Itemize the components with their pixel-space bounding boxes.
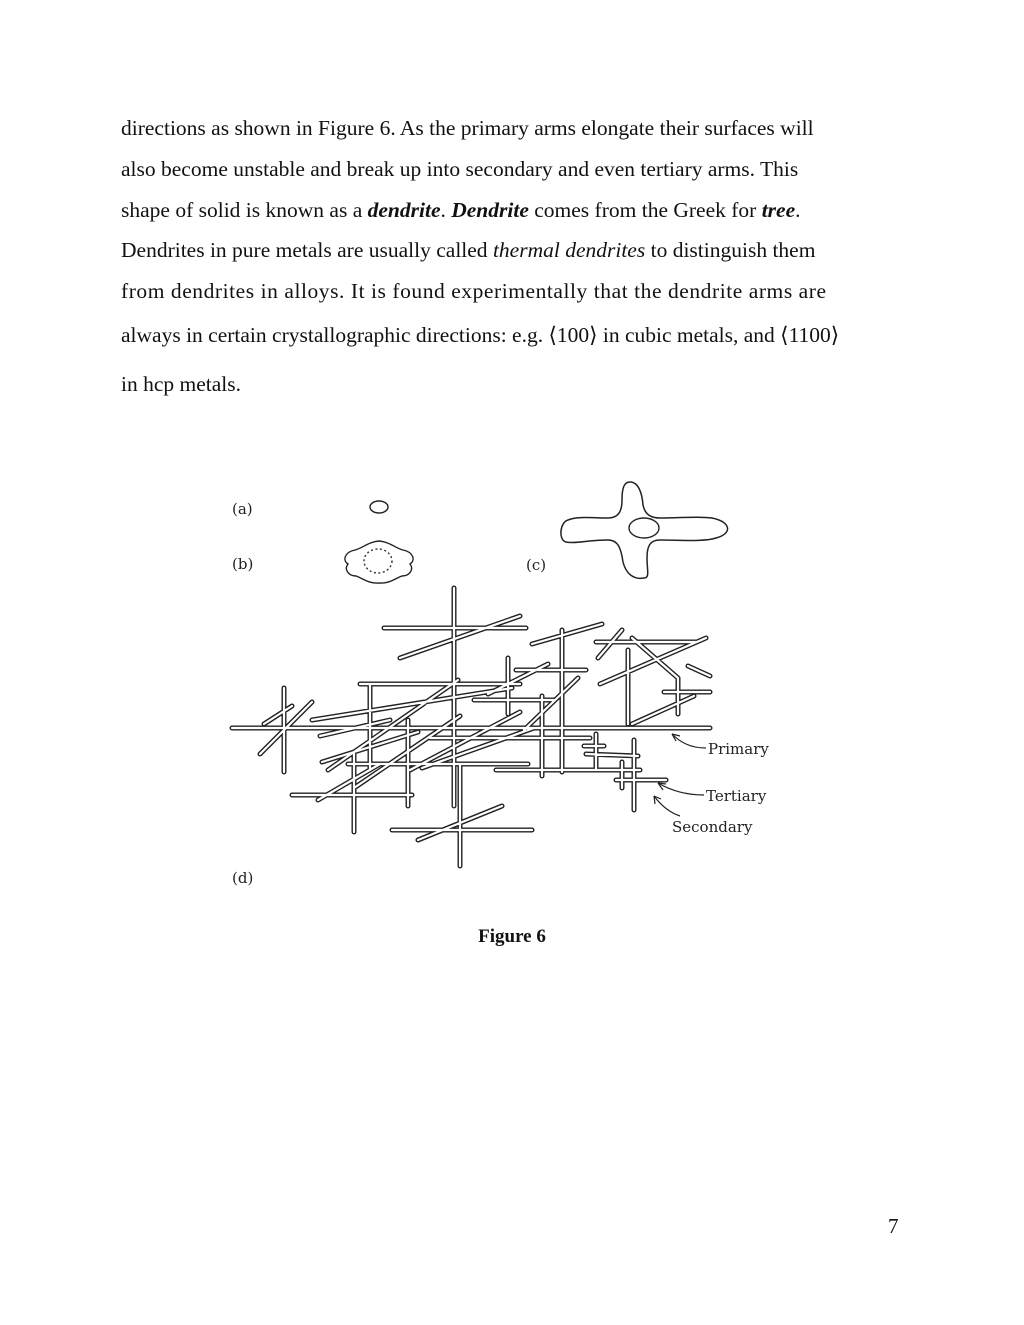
paragraph-line-7: in hcp metals. <box>121 372 242 396</box>
paragraph-line-2: also become unstable and break up into secondary and even tertiary arms. This <box>121 157 799 181</box>
dendrite-figure <box>220 470 820 900</box>
perturbed-sphere-shape <box>345 541 413 583</box>
panel-label-b: (b) <box>232 555 254 573</box>
tertiary-leader <box>658 783 704 795</box>
nucleus-shape <box>370 501 388 513</box>
panel-label-d: (d) <box>232 869 254 887</box>
dendrite-diagram <box>220 470 820 900</box>
dendrite-network <box>232 588 710 866</box>
paragraph-line-4 <box>121 238 815 263</box>
line3-text-c: comes from the Greek for <box>528 198 762 222</box>
primary-leader <box>672 734 706 748</box>
term-dendrite-capitalized: Dendrite <box>451 198 529 222</box>
line3-text-a: shape of solid is known as a <box>121 198 368 222</box>
perturbed-sphere-core <box>364 549 392 573</box>
paragraph-line-1: directions as shown in Figure 6. As the primary arms elongate their surfaces will <box>121 116 814 140</box>
four-armed-crystal-shape <box>561 482 728 578</box>
panel-label-a: (a) <box>232 500 253 518</box>
term-dendrite: dendrite <box>367 198 441 222</box>
figure-caption: Figure 6 <box>478 926 546 947</box>
line4-text-b: to distinguish them <box>645 238 816 262</box>
four-armed-crystal-core <box>629 518 659 538</box>
term-thermal-dendrites: thermal dendrites <box>492 238 646 262</box>
line4-text-a: Dendrites in pure metals are usually called <box>121 238 493 262</box>
line3-text-d: . <box>795 198 801 222</box>
term-tree: tree <box>761 198 796 222</box>
paragraph-line-5: from dendrites in alloys. It is found experimentally that the dendrite arms are <box>121 279 827 303</box>
label-secondary: Secondary <box>672 818 753 836</box>
line3-text-b: . <box>440 198 452 222</box>
paragraph-line-3 <box>121 198 801 223</box>
label-primary: Primary <box>708 740 769 758</box>
secondary-leader <box>654 796 680 816</box>
label-tertiary: Tertiary <box>706 787 767 805</box>
paragraph-line-6: always in certain crystallographic directions: e.g. ⟨100⟩ in cubic metals, and ⟨1100⟩ <box>121 323 840 347</box>
panel-label-c: (c) <box>526 556 547 574</box>
label-leaders <box>654 734 706 816</box>
page-number: 7 <box>888 1214 899 1238</box>
